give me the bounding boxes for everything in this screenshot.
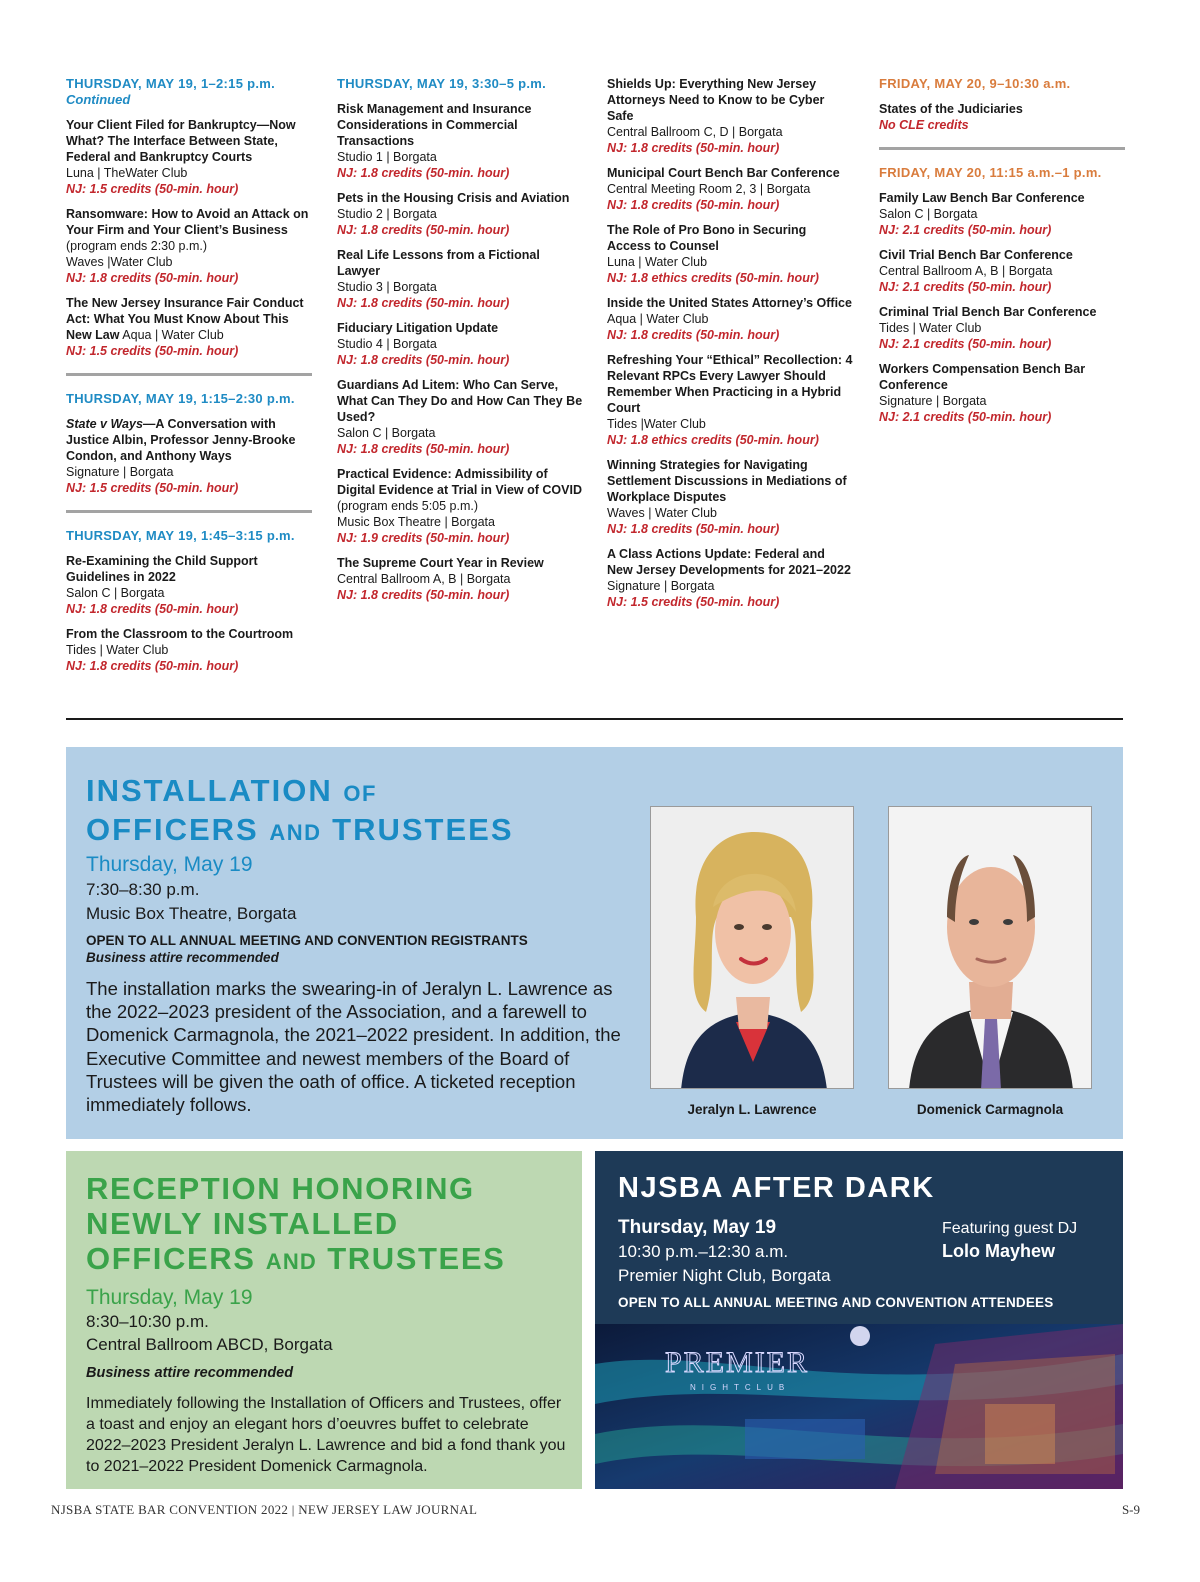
session-title-line xyxy=(66,295,312,343)
session-title: Winning Strategies for Navigating Settlement Discussions in Mediations of Workplace Disputes xyxy=(607,458,847,504)
session-title: Civil Trial Bench Bar Conference xyxy=(879,248,1073,262)
installation-date: Thursday, May 19 xyxy=(86,853,253,876)
section-divider xyxy=(66,718,1123,720)
session-title: Risk Management and Insurance Considerations in Commercial Transactions xyxy=(337,102,532,148)
session-credit: NJ: 1.8 credits (50-min. hour) xyxy=(337,588,510,602)
session-title-line xyxy=(66,416,312,464)
after-dark-featuring: Featuring guest DJ xyxy=(942,1220,1078,1237)
session-credit: NJ: 1.5 credits (50-min. hour) xyxy=(607,595,780,609)
session-location: Tides |Water Club xyxy=(607,417,706,431)
session-item xyxy=(337,377,583,457)
session-location: Central Meeting Room 2, 3 | Borgata xyxy=(607,182,811,196)
session-title: Ransomware: How to Avoid an Attack on Your Firm and Your Client’s Business xyxy=(66,207,309,237)
installation-title-line-1: INSTALLATION OF xyxy=(86,773,377,808)
session-location: Studio 2 | Borgata xyxy=(337,207,437,221)
session-item xyxy=(66,295,312,359)
session-title: From the Classroom to the Courtroom xyxy=(66,627,294,641)
session-title: Shields Up: Everything New Jersey Attorneys Need to Know to be Cyber Safe xyxy=(607,77,825,123)
reception-title xyxy=(86,1171,505,1279)
session-item xyxy=(607,165,853,213)
session-credit: NJ: 1.8 credits (50-min. hour) xyxy=(337,353,510,367)
session-location: Music Box Theatre | Borgata xyxy=(337,515,495,529)
session-credit: NJ: 1.8 credits (50-min. hour) xyxy=(337,442,510,456)
session-title: Real Life Lessons from a Fictional Lawyer xyxy=(337,248,540,278)
session-item xyxy=(607,76,853,156)
section-heading: THURSDAY, MAY 19, 1:15–2:30 p.m. xyxy=(66,391,295,406)
session-item xyxy=(337,101,583,181)
installation-time: 7:30–8:30 p.m. xyxy=(86,880,200,899)
section-heading: THURSDAY, MAY 19, 1:45–3:15 p.m. xyxy=(66,528,295,543)
session-title: Criminal Trial Bench Bar Conference xyxy=(879,305,1097,319)
session-title: Fiduciary Litigation Update xyxy=(337,321,499,335)
after-dark-title: NJSBA AFTER DARK xyxy=(618,1172,935,1204)
session-location: Salon C | Borgata xyxy=(879,207,978,221)
schedule-section xyxy=(66,510,312,674)
session-item xyxy=(337,247,583,311)
reception-time: 8:30–10:30 p.m. xyxy=(86,1312,209,1331)
session-item xyxy=(66,553,312,617)
session-credit: NJ: 1.8 credits (50-min. hour) xyxy=(337,166,510,180)
session-title: Family Law Bench Bar Conference xyxy=(879,191,1085,205)
nightclub-sign-text: NIGHTCLUB xyxy=(690,1383,791,1392)
session-title: Your Client Filed for Bankruptcy—Now What? The Interface Between State, Federal and Bankruptcy Courts xyxy=(66,118,296,164)
session-credit: NJ: 1.8 credits (50-min. hour) xyxy=(337,223,510,237)
session-location: Studio 4 | Borgata xyxy=(337,337,437,351)
section-heading: FRIDAY, MAY 20, 11:15 a.m.–1 p.m. xyxy=(879,165,1102,180)
session-credit: NJ: 1.8 ethics credits (50-min. hour) xyxy=(607,433,819,447)
session-item xyxy=(607,546,853,610)
after-dark-date: Thursday, May 19 xyxy=(618,1217,777,1238)
reception-title-line-2: NEWLY INSTALLED xyxy=(86,1206,399,1241)
session-credit: NJ: 1.5 credits (50-min. hour) xyxy=(66,481,239,495)
session-title: Re-Examining the Child Support Guidelines in 2022 xyxy=(66,554,258,584)
session-item xyxy=(607,457,853,537)
session-credit: NJ: 1.8 credits (50-min. hour) xyxy=(66,659,239,673)
session-location: Studio 3 | Borgata xyxy=(337,280,437,294)
session-title: Pets in the Housing Crisis and Aviation xyxy=(337,191,570,205)
reception-title-line-3: OFFICERS AND TRUSTEES xyxy=(86,1241,506,1276)
session-location: Central Ballroom C, D | Borgata xyxy=(607,125,783,139)
portrait-caption: Jeralyn L. Lawrence xyxy=(687,1102,817,1117)
session-credit: NJ: 1.8 credits (50-min. hour) xyxy=(607,198,780,212)
session-location: Waves |Water Club xyxy=(66,255,173,269)
session-credit: NJ: 1.8 credits (50-min. hour) xyxy=(607,141,780,155)
schedule-section xyxy=(879,147,1125,425)
session-title: Guardians Ad Litem: Who Can Serve, What Can They Do and How Can They Be Used? xyxy=(337,378,583,424)
session-location: Tides | Water Club xyxy=(879,321,982,335)
installation-title-line-2: OFFICERS AND TRUSTEES xyxy=(86,812,514,847)
session-credit: No CLE credits xyxy=(879,118,969,132)
session-title: The New Jersey Insurance Fair Conduct Act: What You Must Know About This New Law xyxy=(66,296,304,342)
section-continued: Continued xyxy=(66,92,131,107)
session-credit: NJ: 1.8 ethics credits (50-min. hour) xyxy=(607,271,819,285)
session-note: (program ends 5:05 p.m.) xyxy=(337,499,479,513)
session-item xyxy=(879,101,1125,133)
schedule-column-1 xyxy=(66,76,312,674)
session-credit: NJ: 2.1 credits (50-min. hour) xyxy=(879,337,1052,351)
after-dark-open-note: OPEN TO ALL ANNUAL MEETING AND CONVENTION ATTENDEES xyxy=(618,1295,1054,1310)
session-location: Studio 1 | Borgata xyxy=(337,150,437,164)
installation-title xyxy=(86,773,514,851)
reception-location: Central Ballroom ABCD, Borgata xyxy=(86,1335,333,1354)
session-credit: NJ: 2.1 credits (50-min. hour) xyxy=(879,280,1052,294)
page-number: S-9 xyxy=(1121,1502,1140,1517)
after-dark-location: Premier Night Club, Borgata xyxy=(618,1266,831,1285)
session-location: Aqua | Water Club xyxy=(122,328,224,342)
section-heading: FRIDAY, MAY 20, 9–10:30 a.m. xyxy=(879,76,1071,91)
nightclub-photo xyxy=(595,1324,1123,1489)
session-item xyxy=(607,295,853,343)
installation-description: The installation marks the swearing-in of Jeralyn L. Lawrence as the 2022–2023 president of the Association, and a farewell to Domenick Carmagnola, the 2021–2022 president. In addition, the Executive Committee and newest members of the Board of Trustees will be given the oath of office. A ticketed reception immediately follows. xyxy=(86,978,621,1116)
session-location: Central Ballroom A, B | Borgata xyxy=(879,264,1053,278)
session-location: Luna | TheWater Club xyxy=(66,166,188,180)
session-location: Signature | Borgata xyxy=(879,394,987,408)
after-dark-time: 10:30 p.m.–12:30 a.m. xyxy=(618,1242,789,1261)
session-title-italic: State v Ways xyxy=(66,417,143,431)
section-heading: THURSDAY, MAY 19, 3:30–5 p.m. xyxy=(337,76,547,91)
session-credit: NJ: 1.8 credits (50-min. hour) xyxy=(66,602,239,616)
session-location: Signature | Borgata xyxy=(607,579,715,593)
portrait-photo xyxy=(888,806,1092,1089)
session-credit: NJ: 1.8 credits (50-min. hour) xyxy=(607,522,780,536)
session-item xyxy=(66,416,312,496)
session-location: Central Ballroom A, B | Borgata xyxy=(337,572,511,586)
installation-attire: Business attire recommended xyxy=(86,950,279,965)
schedule-section xyxy=(66,373,312,496)
page-footer: NJSBA STATE BAR CONVENTION 2022 | NEW JERSEY LAW JOURNAL xyxy=(51,1502,478,1517)
session-title: Refreshing Your “Ethical” Recollection: 4 Relevant RPCs Every Lawyer Should Remember When Practicing in a Hybrid Court xyxy=(607,353,853,415)
session-item xyxy=(879,247,1125,295)
session-credit: NJ: 1.8 credits (50-min. hour) xyxy=(337,296,510,310)
schedule-column-4 xyxy=(879,76,1125,425)
session-title: Municipal Court Bench Bar Conference xyxy=(607,166,840,180)
session-item xyxy=(337,320,583,368)
session-title: —A Conversation with Justice Albin, Professor Jenny-Brooke Condon, and Anthony Ways xyxy=(66,417,296,463)
session-credit: NJ: 2.1 credits (50-min. hour) xyxy=(879,223,1052,237)
session-credit: NJ: 1.8 credits (50-min. hour) xyxy=(66,271,239,285)
after-dark-panel xyxy=(595,1151,1123,1489)
reception-description: Immediately following the Installation of Officers and Trustees, offer a toast and enjoy an elegant hors d’oeuvres buffet to celebrate 2022–2023 President Jeralyn L. Lawrence and bid a fond thank you to 2021–2022 President Domenick Carmagnola. xyxy=(86,1395,566,1475)
section-heading: THURSDAY, MAY 19, 1–2:15 p.m. xyxy=(66,76,276,91)
session-item xyxy=(66,206,312,286)
session-location: Aqua | Water Club xyxy=(607,312,709,326)
portrait-caption: Domenick Carmagnola xyxy=(916,1102,1064,1117)
session-location: Salon C | Borgata xyxy=(337,426,436,440)
schedule-section xyxy=(879,76,1125,133)
session-credit: NJ: 1.9 credits (50-min. hour) xyxy=(337,531,510,545)
session-location: Tides | Water Club xyxy=(66,643,169,657)
session-item xyxy=(66,626,312,674)
session-location: Luna | Water Club xyxy=(607,255,708,269)
session-item xyxy=(66,117,312,197)
session-location: Salon C | Borgata xyxy=(66,586,165,600)
session-title: The Supreme Court Year in Review xyxy=(337,556,544,570)
session-location: Waves | Water Club xyxy=(607,506,717,520)
schedule-column-3 xyxy=(607,76,853,610)
session-note: (program ends 2:30 p.m.) xyxy=(66,239,208,253)
session-title: Inside the United States Attorney’s Office xyxy=(607,296,852,310)
session-item xyxy=(337,555,583,603)
reception-date: Thursday, May 19 xyxy=(86,1286,253,1309)
reception-panel xyxy=(66,1151,582,1489)
premier-sign-text: PREMIER xyxy=(665,1346,810,1379)
session-credit: NJ: 1.5 credits (50-min. hour) xyxy=(66,182,239,196)
session-item xyxy=(879,190,1125,238)
after-dark-dj-name: Lolo Mayhew xyxy=(942,1241,1056,1261)
portrait-woman-illustration xyxy=(651,807,854,1089)
portrait-man-illustration xyxy=(889,807,1092,1089)
session-item xyxy=(337,466,583,546)
session-item xyxy=(337,190,583,238)
session-title: Practical Evidence: Admissibility of Digital Evidence at Trial in View of COVID xyxy=(337,467,582,497)
schedule-section xyxy=(66,76,312,359)
session-title: The Role of Pro Bono in Securing Access to Counsel xyxy=(607,223,807,253)
installation-panel xyxy=(66,747,1123,1139)
session-item xyxy=(879,304,1125,352)
session-credit: NJ: 1.5 credits (50-min. hour) xyxy=(66,344,239,358)
schedule-column-2 xyxy=(337,76,583,603)
session-title: A Class Actions Update: Federal and New Jersey Developments for 2021–2022 xyxy=(607,547,851,577)
session-credit: NJ: 2.1 credits (50-min. hour) xyxy=(879,410,1052,424)
session-item xyxy=(607,352,853,448)
session-title: Workers Compensation Bench Bar Conference xyxy=(879,362,1086,392)
session-title: States of the Judiciaries xyxy=(879,102,1023,116)
installation-location: Music Box Theatre, Borgata xyxy=(86,904,297,923)
reception-title-line-1: RECEPTION HONORING xyxy=(86,1171,475,1206)
session-credit: NJ: 1.8 credits (50-min. hour) xyxy=(607,328,780,342)
reception-attire: Business attire recommended xyxy=(86,1365,294,1381)
session-item xyxy=(607,222,853,286)
portrait-photo xyxy=(650,806,854,1089)
session-item xyxy=(879,361,1125,425)
session-location: Signature | Borgata xyxy=(66,465,174,479)
installation-open-note: OPEN TO ALL ANNUAL MEETING AND CONVENTION REGISTRANTS xyxy=(86,933,528,948)
